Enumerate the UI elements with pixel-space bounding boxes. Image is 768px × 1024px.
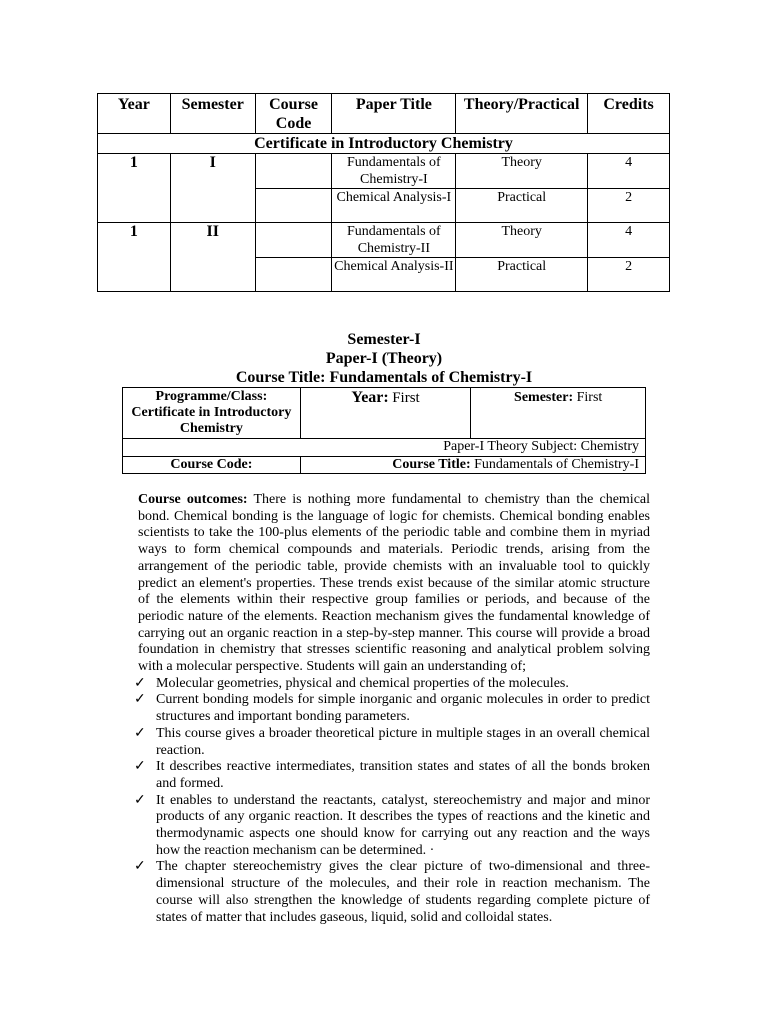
type-cell: Theory bbox=[456, 223, 588, 258]
paper-title-cell: Fundamentals of Chemistry-I bbox=[332, 154, 456, 189]
type-cell: Practical bbox=[456, 189, 588, 223]
type-cell: Theory bbox=[456, 154, 588, 189]
credits-cell: 4 bbox=[588, 223, 670, 258]
list-item-text: It enables to understand the reactants, catalyst, stereochemistry and major and minor products of any organic reaction. It describes the types of reactions and the kinetic and thermodynamic aspects one should know for carrying out any reaction and the ways how the reaction mechanism can be determined. · bbox=[156, 792, 650, 858]
credits-cell: 4 bbox=[588, 154, 670, 189]
checkmark-icon: ✓ bbox=[134, 692, 146, 708]
semester-value: First bbox=[576, 390, 603, 405]
course-code-cell bbox=[255, 223, 332, 258]
certificate-row bbox=[98, 134, 670, 154]
course-info-table bbox=[122, 387, 646, 474]
semester-heading: Semester-I bbox=[347, 331, 421, 348]
outcomes-intro-paragraph bbox=[138, 492, 650, 676]
list-item bbox=[136, 759, 650, 792]
year-info-cell bbox=[300, 388, 471, 439]
semester-cell: I bbox=[170, 154, 255, 223]
subject-cell: Paper-I Theory Subject: Chemistry bbox=[123, 439, 646, 457]
paper-title-cell: Fundamentals of Chemistry-II bbox=[332, 223, 456, 258]
year-cell: 1 bbox=[98, 154, 171, 223]
list-item bbox=[136, 692, 650, 725]
outcomes-list bbox=[136, 676, 650, 927]
info-row bbox=[123, 388, 646, 439]
paper-title-cell: Chemical Analysis-I bbox=[332, 189, 456, 223]
course-title-cell bbox=[300, 457, 645, 474]
list-item-text: This course gives a broader theoretical picture in multiple stages in an overall chemical reaction. bbox=[156, 725, 650, 758]
course-headings bbox=[0, 330, 768, 387]
credits-table bbox=[97, 93, 670, 292]
course-title-label: Course Title: bbox=[392, 457, 471, 472]
list-item-text: Molecular geometries, physical and chemical properties of the molecules. bbox=[156, 675, 569, 691]
list-item bbox=[136, 726, 650, 759]
certificate-title: Certificate in Introductory Chemistry bbox=[98, 134, 670, 154]
semester-info-cell bbox=[471, 388, 646, 439]
course-title-heading: Course Title: Fundamentals of Chemistry-I bbox=[235, 369, 533, 386]
course-title-value: Fundamentals of Chemistry-I bbox=[474, 457, 639, 472]
table-row bbox=[98, 154, 670, 189]
course-code-label: Course Code: bbox=[123, 457, 301, 474]
programme-cell: Programme/Class: Certificate in Introductory Chemistry bbox=[123, 388, 301, 439]
semester-label: Semester: bbox=[514, 390, 574, 405]
list-item bbox=[136, 793, 650, 860]
checkmark-icon: ✓ bbox=[134, 675, 146, 691]
course-code-cell bbox=[255, 154, 332, 189]
checkmark-icon: ✓ bbox=[134, 759, 146, 775]
course-outcomes bbox=[134, 492, 651, 926]
col-header-credits: Credits bbox=[588, 94, 670, 134]
outcomes-intro-text: There is nothing more fundamental to chemistry than the chemical bond. Chemical bonding is the language of logic for chemists. Chemical bonding enables scientists to take the 100-plus elements of the periodic table and combine them in myriad ways to form chemical compounds and materials. Periodic trends, arising from the arrangement of the periodic table, provide chemists with an invaluable tool to quickly predict an element's properties. These trends exist because of the similar atomic structure of the elements within their respective group families or periods, and because of the periodic nature of the elements. Reaction mechanism gives the fundamental knowledge of carrying out an organic reaction in a step-by-step manner. This course will provide a broad foundation in chemistry that stresses scientific reasoning and analytical problem solving with a molecular perspective. Students will gain an understanding of; bbox=[138, 492, 651, 675]
year-cell: 1 bbox=[98, 223, 171, 292]
checkmark-icon: ✓ bbox=[134, 725, 146, 741]
col-header-paper-title: Paper Title bbox=[332, 94, 456, 134]
col-header-year: Year bbox=[98, 94, 171, 134]
semester-cell: II bbox=[170, 223, 255, 292]
paper-heading: Paper-I (Theory) bbox=[325, 350, 443, 367]
list-item bbox=[136, 676, 650, 693]
outcomes-label: Course outcomes: bbox=[138, 492, 248, 507]
checkmark-icon: ✓ bbox=[134, 792, 146, 808]
list-item-text: The chapter stereochemistry gives the clear picture of two-dimensional and three-dimensional structure of the molecules, and their role in reaction mechanism. The course will also strengthen the knowledge of students regarding complete picture of states of matter that includes gaseous, liquid, solid and colloidal states. bbox=[156, 859, 650, 925]
year-label: Year: bbox=[351, 389, 389, 406]
course-code-row bbox=[123, 457, 646, 474]
course-code-cell bbox=[255, 258, 332, 292]
header-row bbox=[98, 94, 670, 134]
col-header-semester: Semester bbox=[170, 94, 255, 134]
table-row bbox=[98, 223, 670, 258]
credits-cell: 2 bbox=[588, 258, 670, 292]
checkmark-icon: ✓ bbox=[134, 859, 146, 875]
list-item-text: Current bonding models for simple inorganic and organic molecules in order to predict structures and important bonding parameters. bbox=[156, 692, 650, 725]
col-header-course-code: Course Code bbox=[255, 94, 332, 134]
year-value: First bbox=[392, 390, 420, 406]
list-item bbox=[136, 859, 650, 926]
course-code-cell bbox=[255, 189, 332, 223]
col-header-theory-practical: Theory/Practical bbox=[456, 94, 588, 134]
paper-title-cell: Chemical Analysis-II bbox=[332, 258, 456, 292]
type-cell: Practical bbox=[456, 258, 588, 292]
subject-row bbox=[123, 439, 646, 457]
list-item-text: It describes reactive intermediates, transition states and states of all the bonds broken and formed. bbox=[156, 759, 650, 791]
credits-cell: 2 bbox=[588, 189, 670, 223]
